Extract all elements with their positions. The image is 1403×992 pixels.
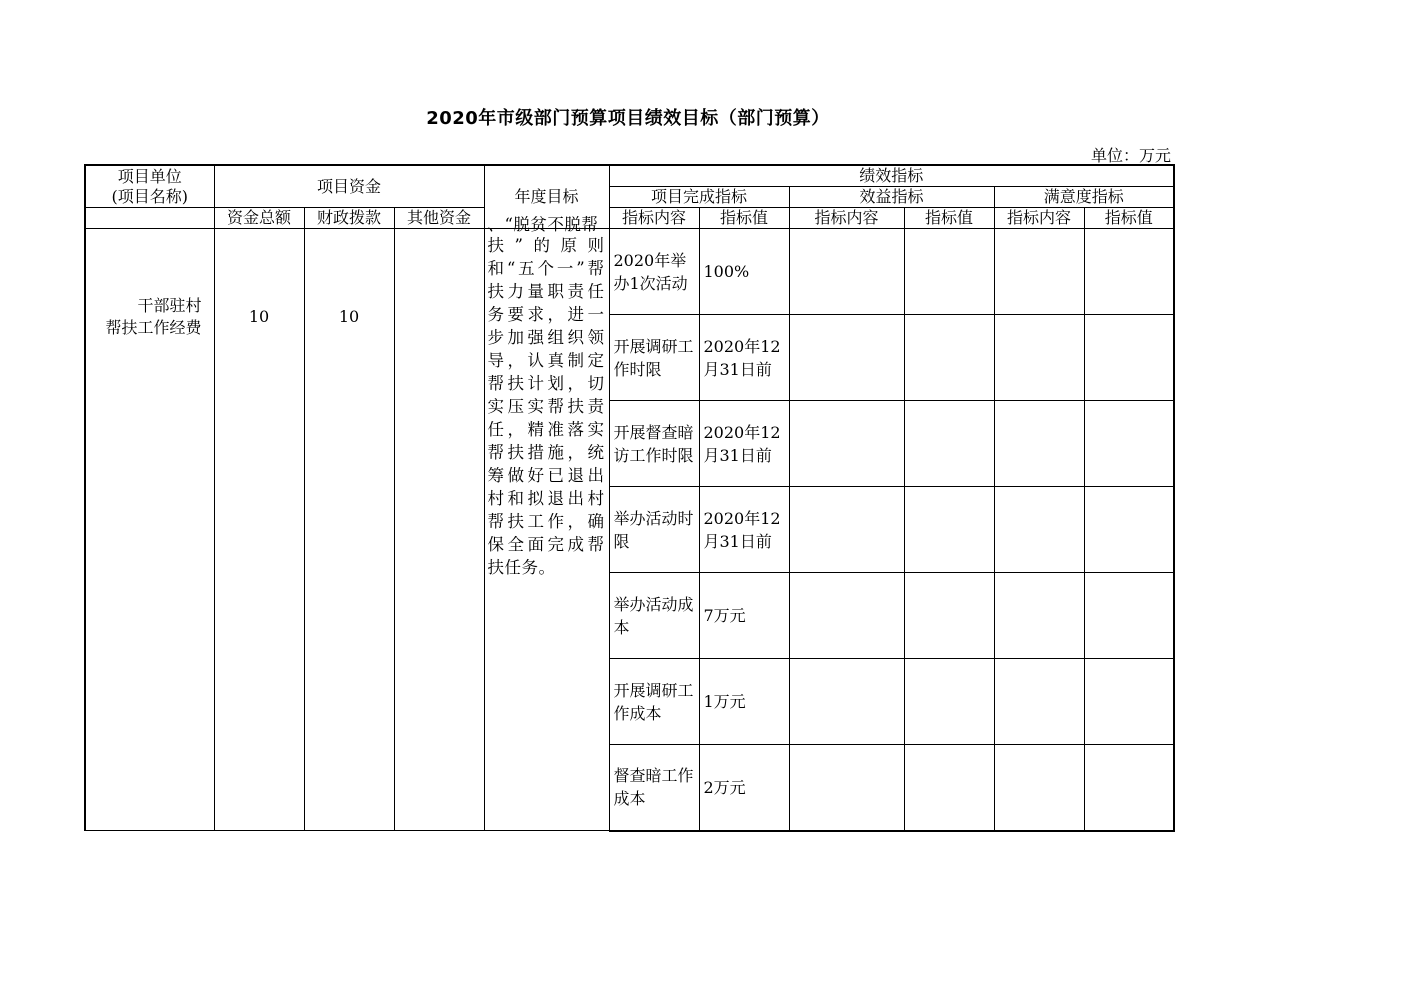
benefit-value bbox=[904, 315, 994, 401]
page-title: 2020年市级部门预算项目绩效目标（部门预算） bbox=[426, 108, 830, 129]
benefit-value bbox=[904, 401, 994, 487]
annual-goal-text: 扶”的原则和“五个一”帮扶力量职责任务要求，进一步加强组织领导，认真制定帮扶计划，切实压实帮扶责任，精准落实帮扶措施，统筹做好已退出村和拟退出村帮扶工作，确保全面完成帮扶任务。 bbox=[487, 236, 605, 577]
benefit-content bbox=[789, 401, 904, 487]
indicator-value: 1万元 bbox=[699, 659, 789, 745]
annual-goal bbox=[484, 215, 609, 831]
satisfaction-value bbox=[1084, 315, 1174, 401]
budget-table bbox=[84, 164, 1175, 832]
benefit-value bbox=[904, 745, 994, 831]
header-value-completion: 指标值 bbox=[699, 208, 789, 229]
indicator-content: 举办活动成本 bbox=[609, 573, 699, 659]
project-other bbox=[394, 229, 484, 831]
indicator-content: 2020年举办1次活动 bbox=[609, 229, 699, 315]
header-value-benefit: 指标值 bbox=[904, 208, 994, 229]
benefit-value bbox=[904, 573, 994, 659]
indicator-value: 2020年12月31日前 bbox=[699, 487, 789, 573]
header-other: 其他资金 bbox=[394, 208, 484, 229]
satisfaction-value bbox=[1084, 745, 1174, 831]
header-completion: 项目完成指标 bbox=[609, 187, 789, 208]
indicator-content: 开展调研工作时限 bbox=[609, 315, 699, 401]
benefit-value bbox=[904, 487, 994, 573]
header-satisfaction: 满意度指标 bbox=[994, 187, 1174, 208]
indicator-value: 2020年12月31日前 bbox=[699, 401, 789, 487]
benefit-content bbox=[789, 659, 904, 745]
benefit-content bbox=[789, 229, 904, 315]
header-value-satisfaction: 指标值 bbox=[1084, 208, 1174, 229]
header-unit-cont bbox=[85, 208, 214, 229]
satisfaction-content bbox=[994, 745, 1084, 831]
indicator-value: 2020年12月31日前 bbox=[699, 315, 789, 401]
satisfaction-value bbox=[1084, 573, 1174, 659]
unit-label: 单位：万元 bbox=[1090, 146, 1171, 165]
header-total: 资金总额 bbox=[214, 208, 304, 229]
satisfaction-value bbox=[1084, 229, 1174, 315]
header-content-completion: 指标内容 bbox=[609, 208, 699, 229]
satisfaction-content bbox=[994, 659, 1084, 745]
satisfaction-content bbox=[994, 229, 1084, 315]
annual-goal-clipped-line: 、“脱贫不脱帮 bbox=[487, 215, 599, 234]
benefit-content bbox=[789, 487, 904, 573]
benefit-value bbox=[904, 659, 994, 745]
indicator-value: 2万元 bbox=[699, 745, 789, 831]
satisfaction-value bbox=[1084, 487, 1174, 573]
header-content-satisfaction: 指标内容 bbox=[994, 208, 1084, 229]
indicator-content: 督查暗工作成本 bbox=[609, 745, 699, 831]
satisfaction-value bbox=[1084, 659, 1174, 745]
header-performance: 绩效指标 bbox=[609, 165, 1174, 187]
header-benefit: 效益指标 bbox=[789, 187, 994, 208]
benefit-content bbox=[789, 745, 904, 831]
table-row bbox=[85, 229, 1174, 315]
satisfaction-content bbox=[994, 573, 1084, 659]
project-total: 10 bbox=[214, 229, 304, 831]
satisfaction-value bbox=[1084, 401, 1174, 487]
header-funds: 项目资金 bbox=[214, 165, 484, 208]
indicator-content: 开展督查暗访工作时限 bbox=[609, 401, 699, 487]
indicator-content: 举办活动时限 bbox=[609, 487, 699, 573]
header-unit: 项目单位 (项目名称) bbox=[85, 165, 214, 208]
project-name: 干部驻村 帮扶工作经费 bbox=[85, 229, 214, 831]
indicator-content: 开展调研工作成本 bbox=[609, 659, 699, 745]
satisfaction-content bbox=[994, 315, 1084, 401]
indicator-value: 7万元 bbox=[699, 573, 789, 659]
header-content-benefit: 指标内容 bbox=[789, 208, 904, 229]
satisfaction-content bbox=[994, 401, 1084, 487]
satisfaction-content bbox=[994, 487, 1084, 573]
project-fiscal: 10 bbox=[304, 229, 394, 831]
benefit-value bbox=[904, 229, 994, 315]
benefit-content bbox=[789, 315, 904, 401]
indicator-value: 100% bbox=[699, 229, 789, 315]
header-annual-goal: 年度目标 bbox=[484, 165, 609, 229]
header-fiscal: 财政拨款 bbox=[304, 208, 394, 229]
benefit-content bbox=[789, 573, 904, 659]
